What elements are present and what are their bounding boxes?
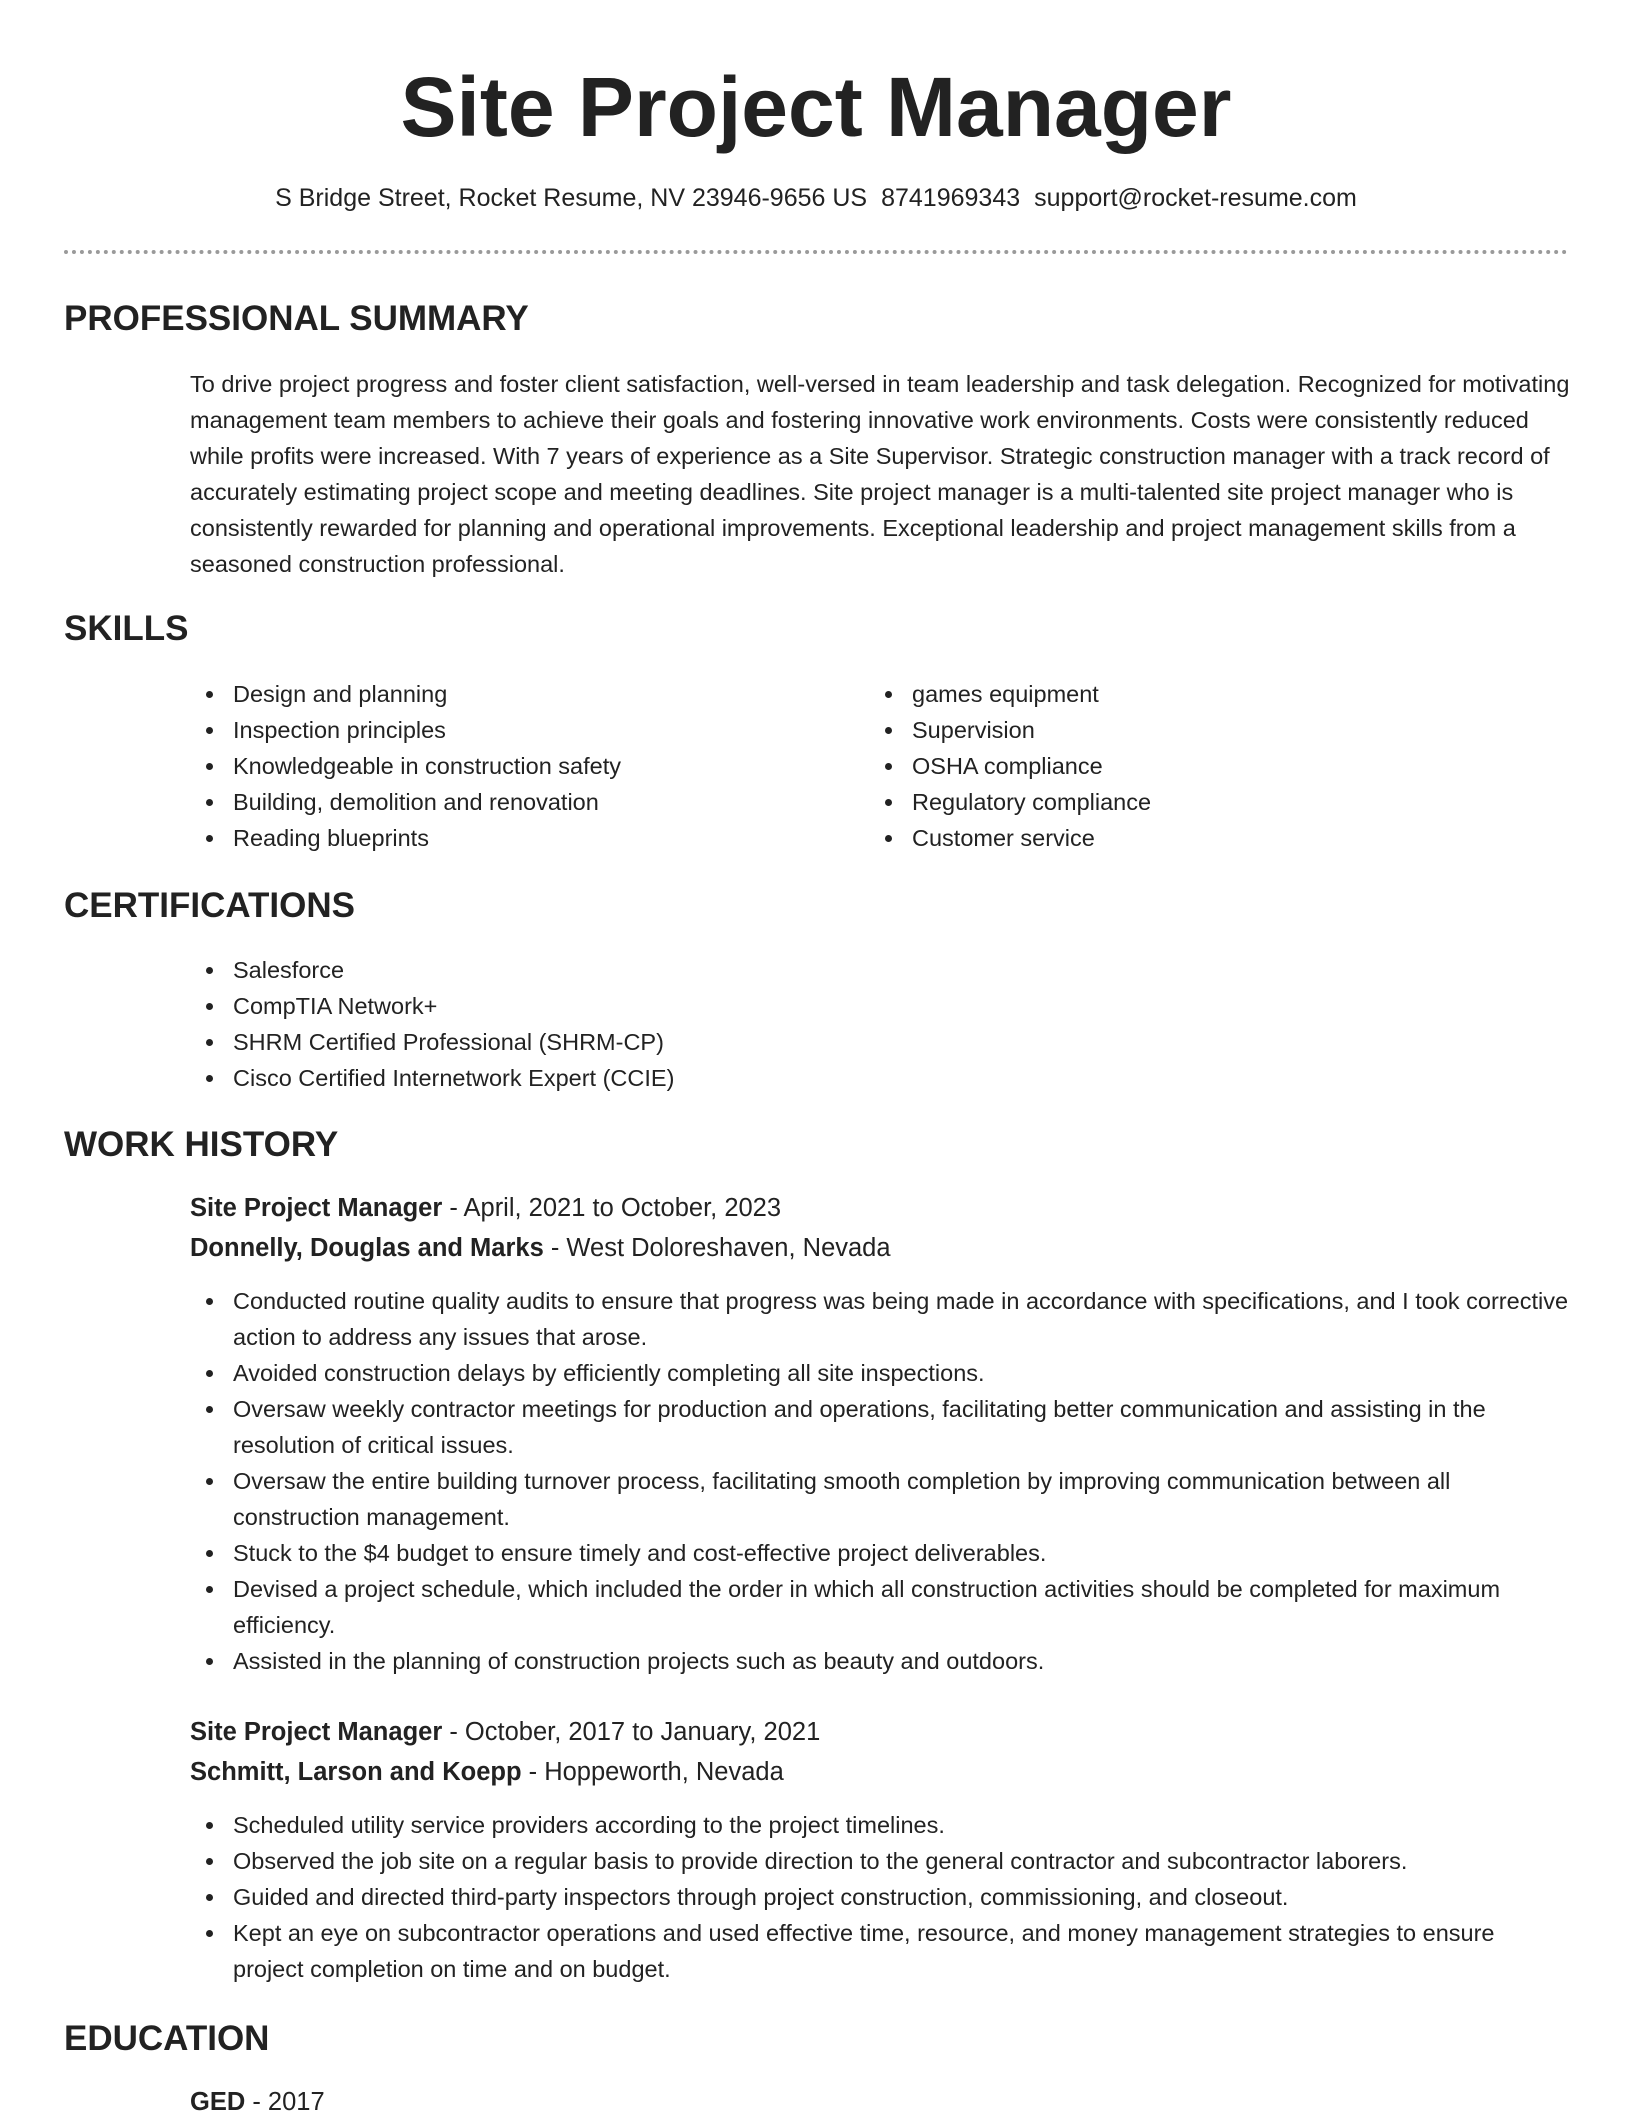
job-bullet: Scheduled utility service providers according to the project timelines.	[190, 1807, 1570, 1843]
job-title-line	[190, 1190, 781, 1226]
contact-line	[0, 180, 1632, 216]
job-bullet: Kept an eye on subcontractor operations and used effective time, resource, and money management strategies to ensure project completion on time and on budget.	[190, 1915, 1570, 1987]
job-bullet: Conducted routine quality audits to ensure that progress was being made in accordance with specifications, and I took corrective action to address any issues that arose.	[190, 1283, 1570, 1355]
section-title-certifications: CERTIFICATIONS	[64, 886, 356, 925]
skill-item: games equipment	[869, 676, 1519, 712]
certifications-list	[190, 952, 1570, 1096]
job-bullet: Oversaw the entire building turnover process, facilitating smooth completion by improving communication between all construction management.	[190, 1463, 1570, 1535]
job-bullet: Oversaw weekly contractor meetings for production and operations, facilitating better communication and assisting in the resolution of critical issues.	[190, 1391, 1570, 1463]
job-role: Site Project Manager	[190, 1194, 443, 1222]
job-bullets	[190, 1807, 1570, 1987]
section-title-education: EDUCATION	[64, 2019, 270, 2058]
job-bullet: Devised a project schedule, which included the order in which all construction activities should be completed for maximum efficiency.	[190, 1571, 1570, 1643]
skill-item: Customer service	[869, 820, 1519, 856]
job-company: Schmitt, Larson and Koepp	[190, 1758, 522, 1786]
contact-phone: 8741969343	[881, 184, 1021, 212]
section-title-summary: PROFESSIONAL SUMMARY	[64, 299, 529, 338]
contact-address: S Bridge Street, Rocket Resume, NV 23946-9656 US	[275, 184, 868, 212]
job-company-line	[190, 1754, 784, 1790]
section-title-skills: SKILLS	[64, 609, 189, 648]
summary-text: To drive project progress and foster client satisfaction, well-versed in team leadership and task delegation. Recognized for motivating management team members to achieve their goals and fostering innovative work environments. Costs were consistently reduced while profits were increased. With 7 years of experience as a Site Supervisor. Strategic construction manager with a track record of accurately estimating project scope and meeting deadlines. Site project manager is a multi-talented site project manager who is consistently rewarded for planning and operational improvements. Exceptional leadership and project management skills from a seasoned construction professional.	[190, 371, 1570, 577]
job-company: Donnelly, Douglas and Marks	[190, 1234, 544, 1262]
job-bullet: Observed the job site on a regular basis to provide direction to the general contractor and subcontractor laborers.	[190, 1843, 1570, 1879]
job-bullet: Stuck to the $4 budget to ensure timely and cost-effective project deliverables.	[190, 1535, 1570, 1571]
certification-item: CompTIA Network+	[190, 988, 1570, 1024]
job-dates: - April, 2021 to October, 2023	[442, 1194, 782, 1222]
skill-item: Inspection principles	[190, 712, 840, 748]
skill-item: Building, demolition and renovation	[190, 784, 840, 820]
job-bullet: Guided and directed third-party inspectors through project construction, commissioning, and closeout.	[190, 1879, 1570, 1915]
skill-item: Reading blueprints	[190, 820, 840, 856]
resume-name: Site Project Manager	[400, 60, 1232, 154]
skill-item: Regulatory compliance	[869, 784, 1519, 820]
skill-item: Supervision	[869, 712, 1519, 748]
job-location: - Hoppeworth, Nevada	[521, 1758, 784, 1786]
education-year: - 2017	[245, 2088, 325, 2116]
job-dates: - October, 2017 to January, 2021	[442, 1718, 821, 1746]
job-bullet: Avoided construction delays by efficiently completing all site inspections.	[190, 1355, 1570, 1391]
job-company-line	[190, 1230, 891, 1266]
skill-item: Knowledgeable in construction safety	[190, 748, 840, 784]
job-bullet: Assisted in the planning of construction projects such as beauty and outdoors.	[190, 1643, 1570, 1679]
certification-item: SHRM Certified Professional (SHRM-CP)	[190, 1024, 1570, 1060]
skills-list-left	[190, 676, 840, 856]
job-bullets	[190, 1283, 1570, 1679]
certification-item: Salesforce	[190, 952, 1570, 988]
header-divider	[64, 250, 1568, 254]
skill-item: Design and planning	[190, 676, 840, 712]
job-location: - West Doloreshaven, Nevada	[543, 1234, 891, 1262]
certification-item: Cisco Certified Internetwork Expert (CCIE)	[190, 1060, 1570, 1096]
education-degree: GED	[190, 2088, 246, 2116]
skill-item: OSHA compliance	[869, 748, 1519, 784]
job-title-line	[190, 1714, 820, 1750]
contact-email: support@rocket-resume.com	[1034, 184, 1357, 212]
section-title-work-history: WORK HISTORY	[64, 1125, 339, 1164]
job-role: Site Project Manager	[190, 1718, 443, 1746]
skills-list-right	[869, 676, 1519, 856]
education-line	[190, 2084, 325, 2120]
